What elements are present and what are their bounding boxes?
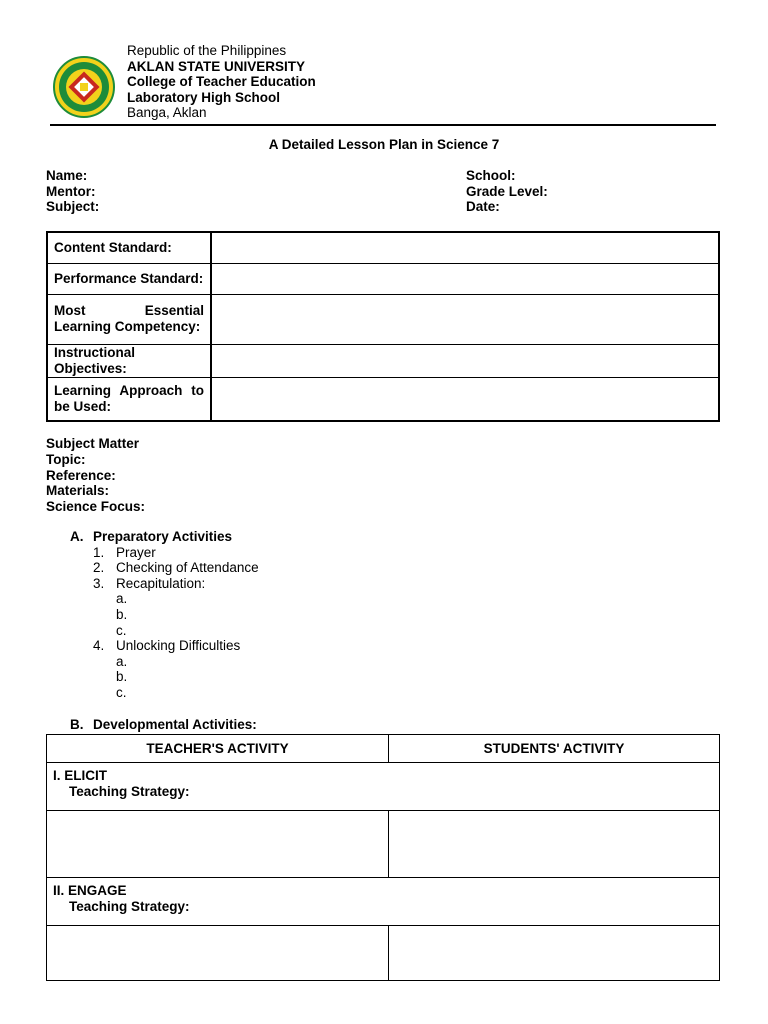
info-left-block <box>46 168 99 215</box>
activities-table <box>46 734 720 981</box>
learning-approach-label: Learning Approach to be Used: <box>47 377 211 421</box>
elicit-students-field[interactable] <box>389 811 720 878</box>
grade-level-label: Grade Level: <box>466 183 548 199</box>
elicit-phase-title: I. ELICIT <box>53 768 107 783</box>
list-marker: 1. <box>93 544 105 560</box>
list-item <box>70 545 259 561</box>
mentor-label: Mentor: <box>46 183 96 199</box>
list-item <box>70 638 259 654</box>
list-item-label: Prayer <box>116 544 156 560</box>
sub-item: c. <box>116 622 127 638</box>
sub-item: a. <box>116 653 128 669</box>
list-item <box>70 560 259 576</box>
engage-phase-cell <box>47 878 720 926</box>
school-label: School: <box>466 168 516 183</box>
melc-field[interactable] <box>211 294 719 344</box>
info-right-block <box>466 168 548 215</box>
document-title: A Detailed Lesson Plan in Science 7 <box>268 137 500 152</box>
list-item <box>70 576 259 592</box>
performance-standard-field[interactable] <box>211 263 719 294</box>
header-divider <box>50 124 716 126</box>
list-marker: 4. <box>93 638 105 654</box>
institution-header <box>127 43 316 121</box>
science-focus-label: Science Focus: <box>46 499 146 515</box>
table-row <box>47 763 720 811</box>
list-marker: 2. <box>93 560 105 576</box>
sub-item: c. <box>116 684 127 700</box>
engage-phase-title: II. ENGAGE <box>53 883 127 898</box>
table-row <box>47 294 719 344</box>
location-line: Banga, Aklan <box>127 105 207 121</box>
content-standard-label: Content Standard: <box>47 232 211 263</box>
students-activity-header: STUDENTS' ACTIVITY <box>389 735 720 763</box>
list-marker: B. <box>70 717 84 732</box>
engage-strategy-label: Teaching Strategy: <box>69 898 190 914</box>
instructional-objectives-label: Instructional Objectives: <box>47 344 211 377</box>
subject-label: Subject: <box>46 199 100 215</box>
teacher-activity-header: TEACHER'S ACTIVITY <box>47 735 389 763</box>
subject-matter-block <box>46 436 145 515</box>
elicit-teacher-field[interactable] <box>47 811 389 878</box>
elicit-phase-cell <box>47 763 720 811</box>
melc-label: Most Essential Learning Competency: <box>47 294 211 344</box>
college-name: College of Teacher Education <box>127 74 316 90</box>
preparatory-activities <box>70 529 259 701</box>
list-item-label: Recapitulation: <box>116 575 206 591</box>
reference-label: Reference: <box>46 467 116 483</box>
performance-standard-label: Performance Standard: <box>47 263 211 294</box>
elicit-strategy-label: Teaching Strategy: <box>69 783 190 799</box>
list-item-label: Checking of Attendance <box>116 560 259 576</box>
preparatory-heading-text: Preparatory Activities <box>93 529 233 544</box>
country-line: Republic of the Philippines <box>127 43 287 58</box>
university-name: AKLAN STATE UNIVERSITY <box>127 58 306 74</box>
list-item-label: Unlocking Difficulties <box>116 638 241 654</box>
sub-item: b. <box>116 606 128 622</box>
list-marker: A. <box>70 529 84 544</box>
list-marker: 3. <box>93 575 105 591</box>
developmental-heading-text: Developmental Activities: <box>93 717 257 732</box>
learning-approach-field[interactable] <box>211 377 719 421</box>
instructional-objectives-field[interactable] <box>211 344 719 377</box>
engage-teacher-field[interactable] <box>47 926 389 981</box>
table-row <box>47 926 720 981</box>
preparatory-heading <box>70 529 259 545</box>
school-name: Laboratory High School <box>127 89 281 105</box>
table-row <box>47 232 719 263</box>
content-standard-field[interactable] <box>211 232 719 263</box>
table-row <box>47 344 719 377</box>
materials-label: Materials: <box>46 483 110 499</box>
table-row <box>47 735 720 763</box>
date-label: Date: <box>466 199 500 215</box>
topic-label: Topic: <box>46 451 86 467</box>
sub-item: a. <box>116 591 128 607</box>
subject-matter-heading: Subject Matter <box>46 436 140 451</box>
table-row <box>47 377 719 421</box>
table-row <box>47 811 720 878</box>
name-label: Name: <box>46 168 88 183</box>
university-seal-icon <box>53 56 115 118</box>
standards-table <box>46 231 720 422</box>
table-row <box>47 878 720 926</box>
table-row <box>47 263 719 294</box>
sub-item: b. <box>116 669 128 685</box>
engage-students-field[interactable] <box>389 926 720 981</box>
developmental-heading <box>70 717 257 732</box>
